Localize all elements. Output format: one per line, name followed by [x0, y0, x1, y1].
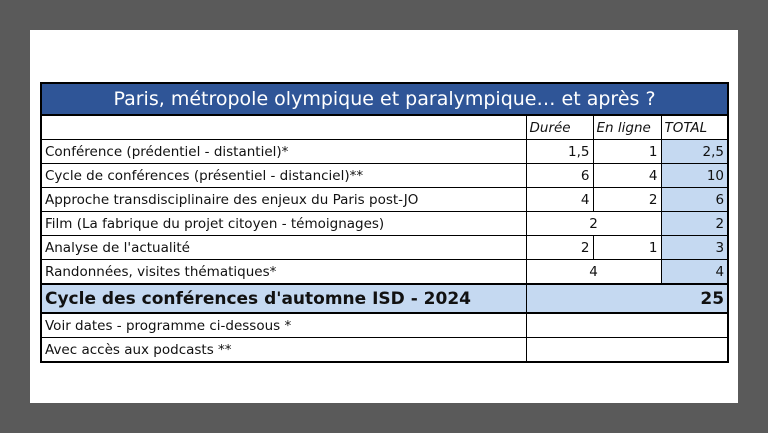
summary-row	[41, 284, 728, 313]
row-label: Analyse de l'actualité	[41, 236, 526, 260]
row-label: Film (La fabrique du projet citoyen - témoignages)	[41, 212, 526, 236]
note-text: Avec accès aux podcasts **	[41, 338, 526, 363]
row-total: 4	[661, 260, 728, 285]
table-row	[41, 164, 728, 188]
header-duree: Durée	[526, 115, 593, 140]
row-duree: 2	[526, 236, 593, 260]
row-en-ligne: 4	[593, 164, 661, 188]
summary-value: 25	[526, 284, 728, 313]
row-duree: 4	[526, 188, 593, 212]
table-row	[41, 212, 728, 236]
row-en-ligne: 1	[593, 236, 661, 260]
header-row	[41, 115, 728, 140]
note-row	[41, 338, 728, 363]
note-empty-cell	[526, 338, 728, 363]
table-row	[41, 236, 728, 260]
row-label: Approche transdisciplinaire des enjeux du Paris post-JO	[41, 188, 526, 212]
table-row	[41, 140, 728, 164]
note-text: Voir dates - programme ci-dessous *	[41, 313, 526, 338]
row-duree: 6	[526, 164, 593, 188]
row-total: 2	[661, 212, 728, 236]
slide	[30, 30, 738, 403]
summary-table	[40, 82, 729, 363]
note-row	[41, 313, 728, 338]
row-en-ligne: 2	[593, 188, 661, 212]
table-row	[41, 260, 728, 285]
row-label: Randonnées, visites thématiques*	[41, 260, 526, 285]
row-label: Conférence (prédentiel - distantiel)*	[41, 140, 526, 164]
table-row	[41, 188, 728, 212]
header-total: TOTAL	[661, 115, 728, 140]
row-total: 3	[661, 236, 728, 260]
row-total: 2,5	[661, 140, 728, 164]
header-en-ligne: En ligne	[593, 115, 661, 140]
row-merged-value: 2	[526, 212, 661, 236]
note-empty-cell	[526, 313, 728, 338]
row-duree: 1,5	[526, 140, 593, 164]
summary-label: Cycle des conférences d'automne ISD - 2024	[41, 284, 526, 313]
row-label: Cycle de conférences (présentiel - distanciel)**	[41, 164, 526, 188]
row-total: 10	[661, 164, 728, 188]
row-merged-value: 4	[526, 260, 661, 285]
row-en-ligne: 1	[593, 140, 661, 164]
header-empty-cell	[41, 115, 526, 140]
title-row	[41, 83, 728, 115]
row-total: 6	[661, 188, 728, 212]
table-title: Paris, métropole olympique et paralympique… et après ?	[41, 83, 728, 115]
